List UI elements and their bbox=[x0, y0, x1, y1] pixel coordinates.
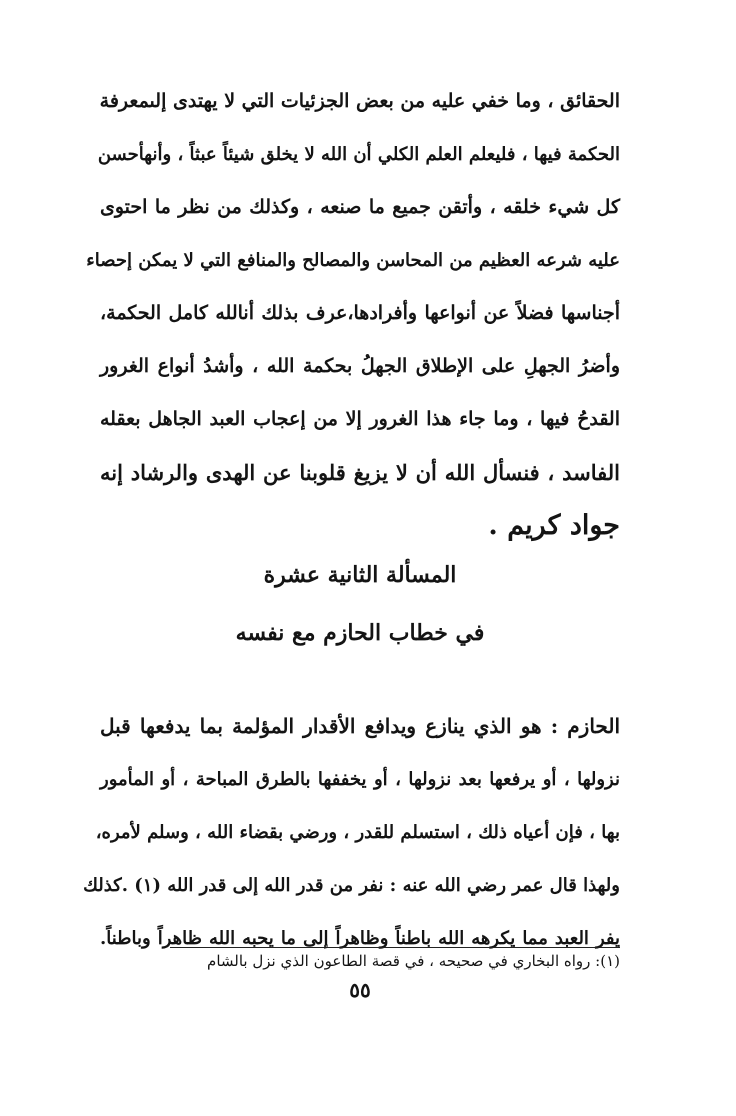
paragraph-line: جواد كريم . bbox=[488, 510, 620, 541]
paragraph-line: القدحُ فيها ، وما جاء هذا الغرور إلا من إعجاب العبد الجاهل بعقله bbox=[100, 408, 620, 430]
section-subheading: في خطاب الحازم مع نفسه bbox=[235, 620, 485, 646]
page-number: ٥٥ bbox=[349, 978, 371, 1002]
paragraph-line: الحازم : هو الذي ينازع ويدافع الأقدار المؤلمة بما يدفعها قبل bbox=[100, 714, 620, 738]
paragraph-line: الحكمة فيها ، فليعلم العلم الكلي أن الله لا يخلق شيئاً عبثاً ، وأنهأحسن bbox=[97, 144, 620, 165]
paragraph-line: الفاسد ، فنسأل الله أن لا يزيغ قلوبنا عن الهدى والرشاد إنه bbox=[100, 460, 620, 485]
paragraph-line: عليه شرعه العظيم من المحاسن والمصالح والمنافع التي لا يمكن إحصاء bbox=[86, 250, 620, 271]
footnote: (١): رواه البخاري في صحيحه ، في قصة الطاعون الذي نزل بالشام bbox=[207, 952, 620, 970]
footnote-divider bbox=[170, 947, 620, 948]
paragraph-2 bbox=[83, 700, 620, 965]
paragraph-line: وأضرُ الجهلِ على الإطلاق الجهلُ بحكمة الله ، وأشدُ أنواع الغرور bbox=[100, 355, 620, 377]
paragraph-line: أجناسها فضلاً عن أنواعها وأفرادها،عرف بذلك أنالله كامل الحكمة، bbox=[100, 302, 620, 324]
paragraph-line: كل شيء خلقه ، وأتقن جميع ما صنعه ، وكذلك من نظر ما احتوى bbox=[100, 196, 620, 218]
paragraph-line: الحقائق ، وما خفي عليه من بعض الجزئيات التي لا يهتدى إلىمعرفة bbox=[99, 90, 620, 112]
section-heading: المسألة الثانية عشرة bbox=[263, 562, 457, 588]
paragraph-line: بها ، فإن أعياه ذلك ، استسلم للقدر ، ورضي بقضاء الله ، وسلم لأمره، bbox=[95, 822, 620, 843]
paragraph-1 bbox=[86, 75, 620, 552]
paragraph-line: ولهذا قال عمر رضي الله عنه : نفر من قدر الله إلى قدر الله (١) .كذلك bbox=[83, 875, 620, 896]
paragraph-line: نزولها ، أو يرفعها بعد نزولها ، أو يخففها بالطرق المباحة ، أو المأمور bbox=[100, 769, 620, 790]
paragraph-line: يفر العبد مما يكرهه الله باطناً وظاهراً إلى ما يحبه الله ظاهراً وباطناً. bbox=[100, 928, 620, 949]
